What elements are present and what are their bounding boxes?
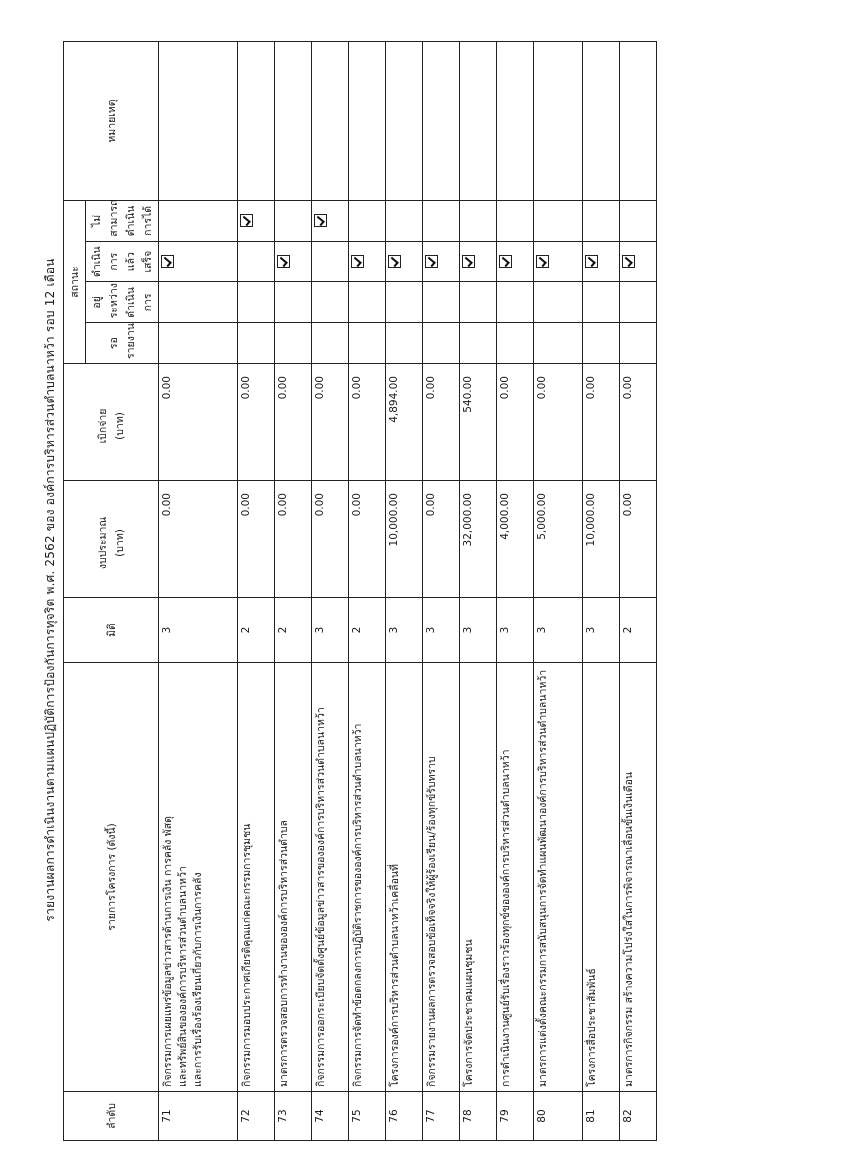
row-status-wait [275, 323, 312, 364]
header-no: ลำดับ [64, 1092, 159, 1141]
project-name-line: โครงการองค์การบริหารส่วนตำบลนาหว้าเคลื่อนที่ [389, 864, 401, 1087]
row-budget: 4,000.00 [497, 481, 534, 598]
row-budget: 0.00 [159, 481, 238, 598]
row-status-fail [238, 201, 275, 242]
row-project-name [460, 663, 497, 1092]
row-status-wait [497, 323, 534, 364]
row-project-name [238, 663, 275, 1092]
row-dimension: 3 [159, 598, 238, 663]
row-status-progress [460, 282, 497, 323]
row-number: 75 [349, 1092, 386, 1141]
row-status-done [534, 241, 583, 282]
row-status-progress [349, 282, 386, 323]
row-number: 77 [423, 1092, 460, 1141]
header-status-wait: รอรายงาน [86, 323, 159, 364]
row-project-name [159, 663, 238, 1092]
header-dimension: มิติ [64, 598, 159, 663]
row-dimension: 3 [312, 598, 349, 663]
header-name: รายการโครงการ (ดังนี้) [64, 663, 159, 1092]
row-remark [312, 42, 349, 201]
row-spent: 0.00 [620, 364, 657, 481]
row-spent: 0.00 [534, 364, 583, 481]
row-status-wait [534, 323, 583, 364]
row-status-progress [159, 282, 238, 323]
row-remark [275, 42, 312, 201]
row-status-done [275, 241, 312, 282]
row-number: 71 [159, 1092, 238, 1141]
row-remark [386, 42, 423, 201]
row-remark [620, 42, 657, 201]
row-number: 73 [275, 1092, 312, 1141]
row-spent: 0.00 [159, 364, 238, 481]
header-status-done: ดำเนินการแล้วเสร็จ [86, 241, 159, 282]
row-status-fail [497, 201, 534, 242]
row-number: 76 [386, 1092, 423, 1141]
row-dimension: 2 [238, 598, 275, 663]
header-status-fail: ไม่สามารถดำเนินการได้ [86, 201, 159, 242]
row-budget: 0.00 [312, 481, 349, 598]
row-status-wait [238, 323, 275, 364]
row-dimension: 2 [620, 598, 657, 663]
row-project-name [534, 663, 583, 1092]
row-project-name [583, 663, 620, 1092]
row-spent: 0.00 [583, 364, 620, 481]
report-table [63, 41, 657, 1141]
row-dimension: 3 [460, 598, 497, 663]
row-status-wait [312, 323, 349, 364]
row-status-wait [349, 323, 386, 364]
row-status-wait [159, 323, 238, 364]
row-budget: 32,000.00 [460, 481, 497, 598]
row-remark [583, 42, 620, 201]
row-spent: 0.00 [349, 364, 386, 481]
checkmark-icon [499, 255, 512, 268]
table-row [238, 42, 275, 1141]
header-spent: เบิกจ่าย (บาท) [64, 364, 159, 481]
row-number: 74 [312, 1092, 349, 1141]
row-budget: 5,000.00 [534, 481, 583, 598]
row-status-done [159, 241, 238, 282]
project-name-line: กิจกรรมรายงานผลการตรวจสอบข้อเท็จจริงให้ผู้ร้องเรียน/ร้องทุกข์รับทราบ [426, 756, 438, 1087]
row-remark [497, 42, 534, 201]
header-remark: หมายเหตุ [64, 42, 159, 201]
row-status-progress [386, 282, 423, 323]
row-status-fail [159, 201, 238, 242]
row-status-progress [312, 282, 349, 323]
row-budget: 0.00 [423, 481, 460, 598]
row-status-progress [620, 282, 657, 323]
row-status-wait [620, 323, 657, 364]
row-status-done [349, 241, 386, 282]
project-name-line: กิจกรรมการออกระเบียบจัดตั้งศูนย์ข้อมูลข่าวสารขององค์การบริหารส่วนตำบลนาหว้า [315, 707, 327, 1087]
row-spent: 540.00 [460, 364, 497, 481]
table-row [312, 42, 349, 1141]
row-remark [423, 42, 460, 201]
row-status-done [238, 241, 275, 282]
row-number: 80 [534, 1092, 583, 1141]
row-status-fail [423, 201, 460, 242]
row-dimension: 2 [349, 598, 386, 663]
checkmark-icon [314, 214, 327, 227]
checkmark-icon [622, 255, 635, 268]
header-budget: งบประมาณ (บาท) [64, 481, 159, 598]
row-status-fail [583, 201, 620, 242]
table-row [620, 42, 657, 1141]
checkmark-icon [240, 214, 253, 227]
row-status-progress [534, 282, 583, 323]
checkmark-icon [462, 255, 475, 268]
row-status-progress [497, 282, 534, 323]
row-remark [460, 42, 497, 201]
row-status-done [386, 241, 423, 282]
row-status-done [312, 241, 349, 282]
row-project-name [312, 663, 349, 1092]
project-name-line: โครงการจัดประชาคมแผนชุมชน [463, 939, 475, 1087]
row-number: 81 [583, 1092, 620, 1141]
row-status-progress [583, 282, 620, 323]
header-status-progress: อยู่ระหว่างดำเนินการ [86, 282, 159, 323]
row-status-fail [534, 201, 583, 242]
checkmark-icon [161, 255, 174, 268]
row-spent: 0.00 [312, 364, 349, 481]
row-status-fail [312, 201, 349, 242]
header-status: สถานะ [64, 201, 86, 364]
checkmark-icon [351, 255, 364, 268]
row-budget: 0.00 [620, 481, 657, 598]
project-name-line: กิจกรรมการเผยแพร่ข้อมูลข่าวสารด้านการเงิน การคลัง พัสดุ [162, 816, 174, 1087]
row-number: 79 [497, 1092, 534, 1141]
row-spent: 0.00 [238, 364, 275, 481]
project-name-line: กิจกรรมการจัดทำข้อตกลงการปฏิบัติราชการขององค์การบริหารส่วนตำบลนาหว้า [352, 723, 364, 1087]
row-status-fail [349, 201, 386, 242]
row-status-done [423, 241, 460, 282]
row-project-name [423, 663, 460, 1092]
checkmark-icon [425, 255, 438, 268]
row-dimension: 3 [583, 598, 620, 663]
checkmark-icon [536, 255, 549, 268]
project-name-line: โครงการสื่อประชาสัมพันธ์ [586, 968, 598, 1087]
row-remark [238, 42, 275, 201]
row-status-progress [238, 282, 275, 323]
row-project-name [349, 663, 386, 1092]
row-budget: 10,000.00 [386, 481, 423, 598]
row-remark [349, 42, 386, 201]
row-status-fail [620, 201, 657, 242]
table-row [386, 42, 423, 1141]
table-row [159, 42, 238, 1141]
row-spent: 0.00 [275, 364, 312, 481]
row-status-progress [423, 282, 460, 323]
table-row [534, 42, 583, 1141]
row-budget: 0.00 [349, 481, 386, 598]
project-name-line: และทรัพย์สินขององค์การบริหารส่วนตำบลนาหว้า [177, 866, 189, 1087]
rotated-page [37, 35, 797, 1145]
row-spent: 4,894.00 [386, 364, 423, 481]
row-dimension: 3 [497, 598, 534, 663]
row-status-done [460, 241, 497, 282]
row-dimension: 3 [386, 598, 423, 663]
project-name-line: การดำเนินงานศูนย์รับเรื่องราวร้องทุกข์ขององค์การบริหารส่วนตำบลนาหว้า [500, 749, 512, 1087]
table-row [460, 42, 497, 1141]
row-number: 82 [620, 1092, 657, 1141]
row-budget: 0.00 [275, 481, 312, 598]
row-status-fail [275, 201, 312, 242]
row-budget: 0.00 [238, 481, 275, 598]
checkmark-icon [585, 255, 598, 268]
row-project-name [497, 663, 534, 1092]
table-body [159, 42, 657, 1141]
report-title: รายงานผลการดำเนินงานตามแผนปฏิบัติการป้องกันการทุจริต พ.ศ. 2562 ของ องค์การบริหารส่วนตำบลนาหว้า รอบ 12 เดือน [43, 258, 57, 922]
project-name-line: และการรับเรื่องร้องเรียนเกี่ยวกับการเงินการคลัง [192, 872, 204, 1087]
row-budget: 10,000.00 [583, 481, 620, 598]
checkmark-icon [388, 255, 401, 268]
row-spent: 0.00 [423, 364, 460, 481]
row-status-wait [460, 323, 497, 364]
row-remark [534, 42, 583, 201]
table-row [275, 42, 312, 1141]
row-project-name [620, 663, 657, 1092]
row-status-progress [275, 282, 312, 323]
project-name-line: มาตรการตรวจสอบการทำงานขององค์การบริหารส่วนตำบล [278, 820, 290, 1087]
table-row [423, 42, 460, 1141]
row-status-fail [460, 201, 497, 242]
row-status-done [620, 241, 657, 282]
table-row [497, 42, 534, 1141]
project-name-line: มาตรการกิจกรรม สร้างความโปร่งใสในการพิจารณาเลื่อนขั้นเงินเดือน [623, 771, 635, 1087]
row-project-name [386, 663, 423, 1092]
row-number: 72 [238, 1092, 275, 1141]
row-dimension: 3 [423, 598, 460, 663]
row-status-done [497, 241, 534, 282]
row-status-fail [386, 201, 423, 242]
row-status-done [583, 241, 620, 282]
checkmark-icon [277, 255, 290, 268]
row-status-wait [386, 323, 423, 364]
row-remark [159, 42, 238, 201]
project-name-line: มาตรการแต่งตั้งคณะกรรมการสนับสนุนการจัดทำแผนพัฒนาองค์การบริหารส่วนตำบลนาหว้า [537, 669, 549, 1087]
table-row [349, 42, 386, 1141]
row-status-wait [583, 323, 620, 364]
row-spent: 0.00 [497, 364, 534, 481]
row-dimension: 2 [275, 598, 312, 663]
row-project-name [275, 663, 312, 1092]
project-name-line: กิจกรรมการมอบประกาศเกียรติคุณแก่คณะกรรมการชุมชน [241, 823, 253, 1087]
row-dimension: 3 [534, 598, 583, 663]
row-number: 78 [460, 1092, 497, 1141]
row-status-wait [423, 323, 460, 364]
table-row [583, 42, 620, 1141]
